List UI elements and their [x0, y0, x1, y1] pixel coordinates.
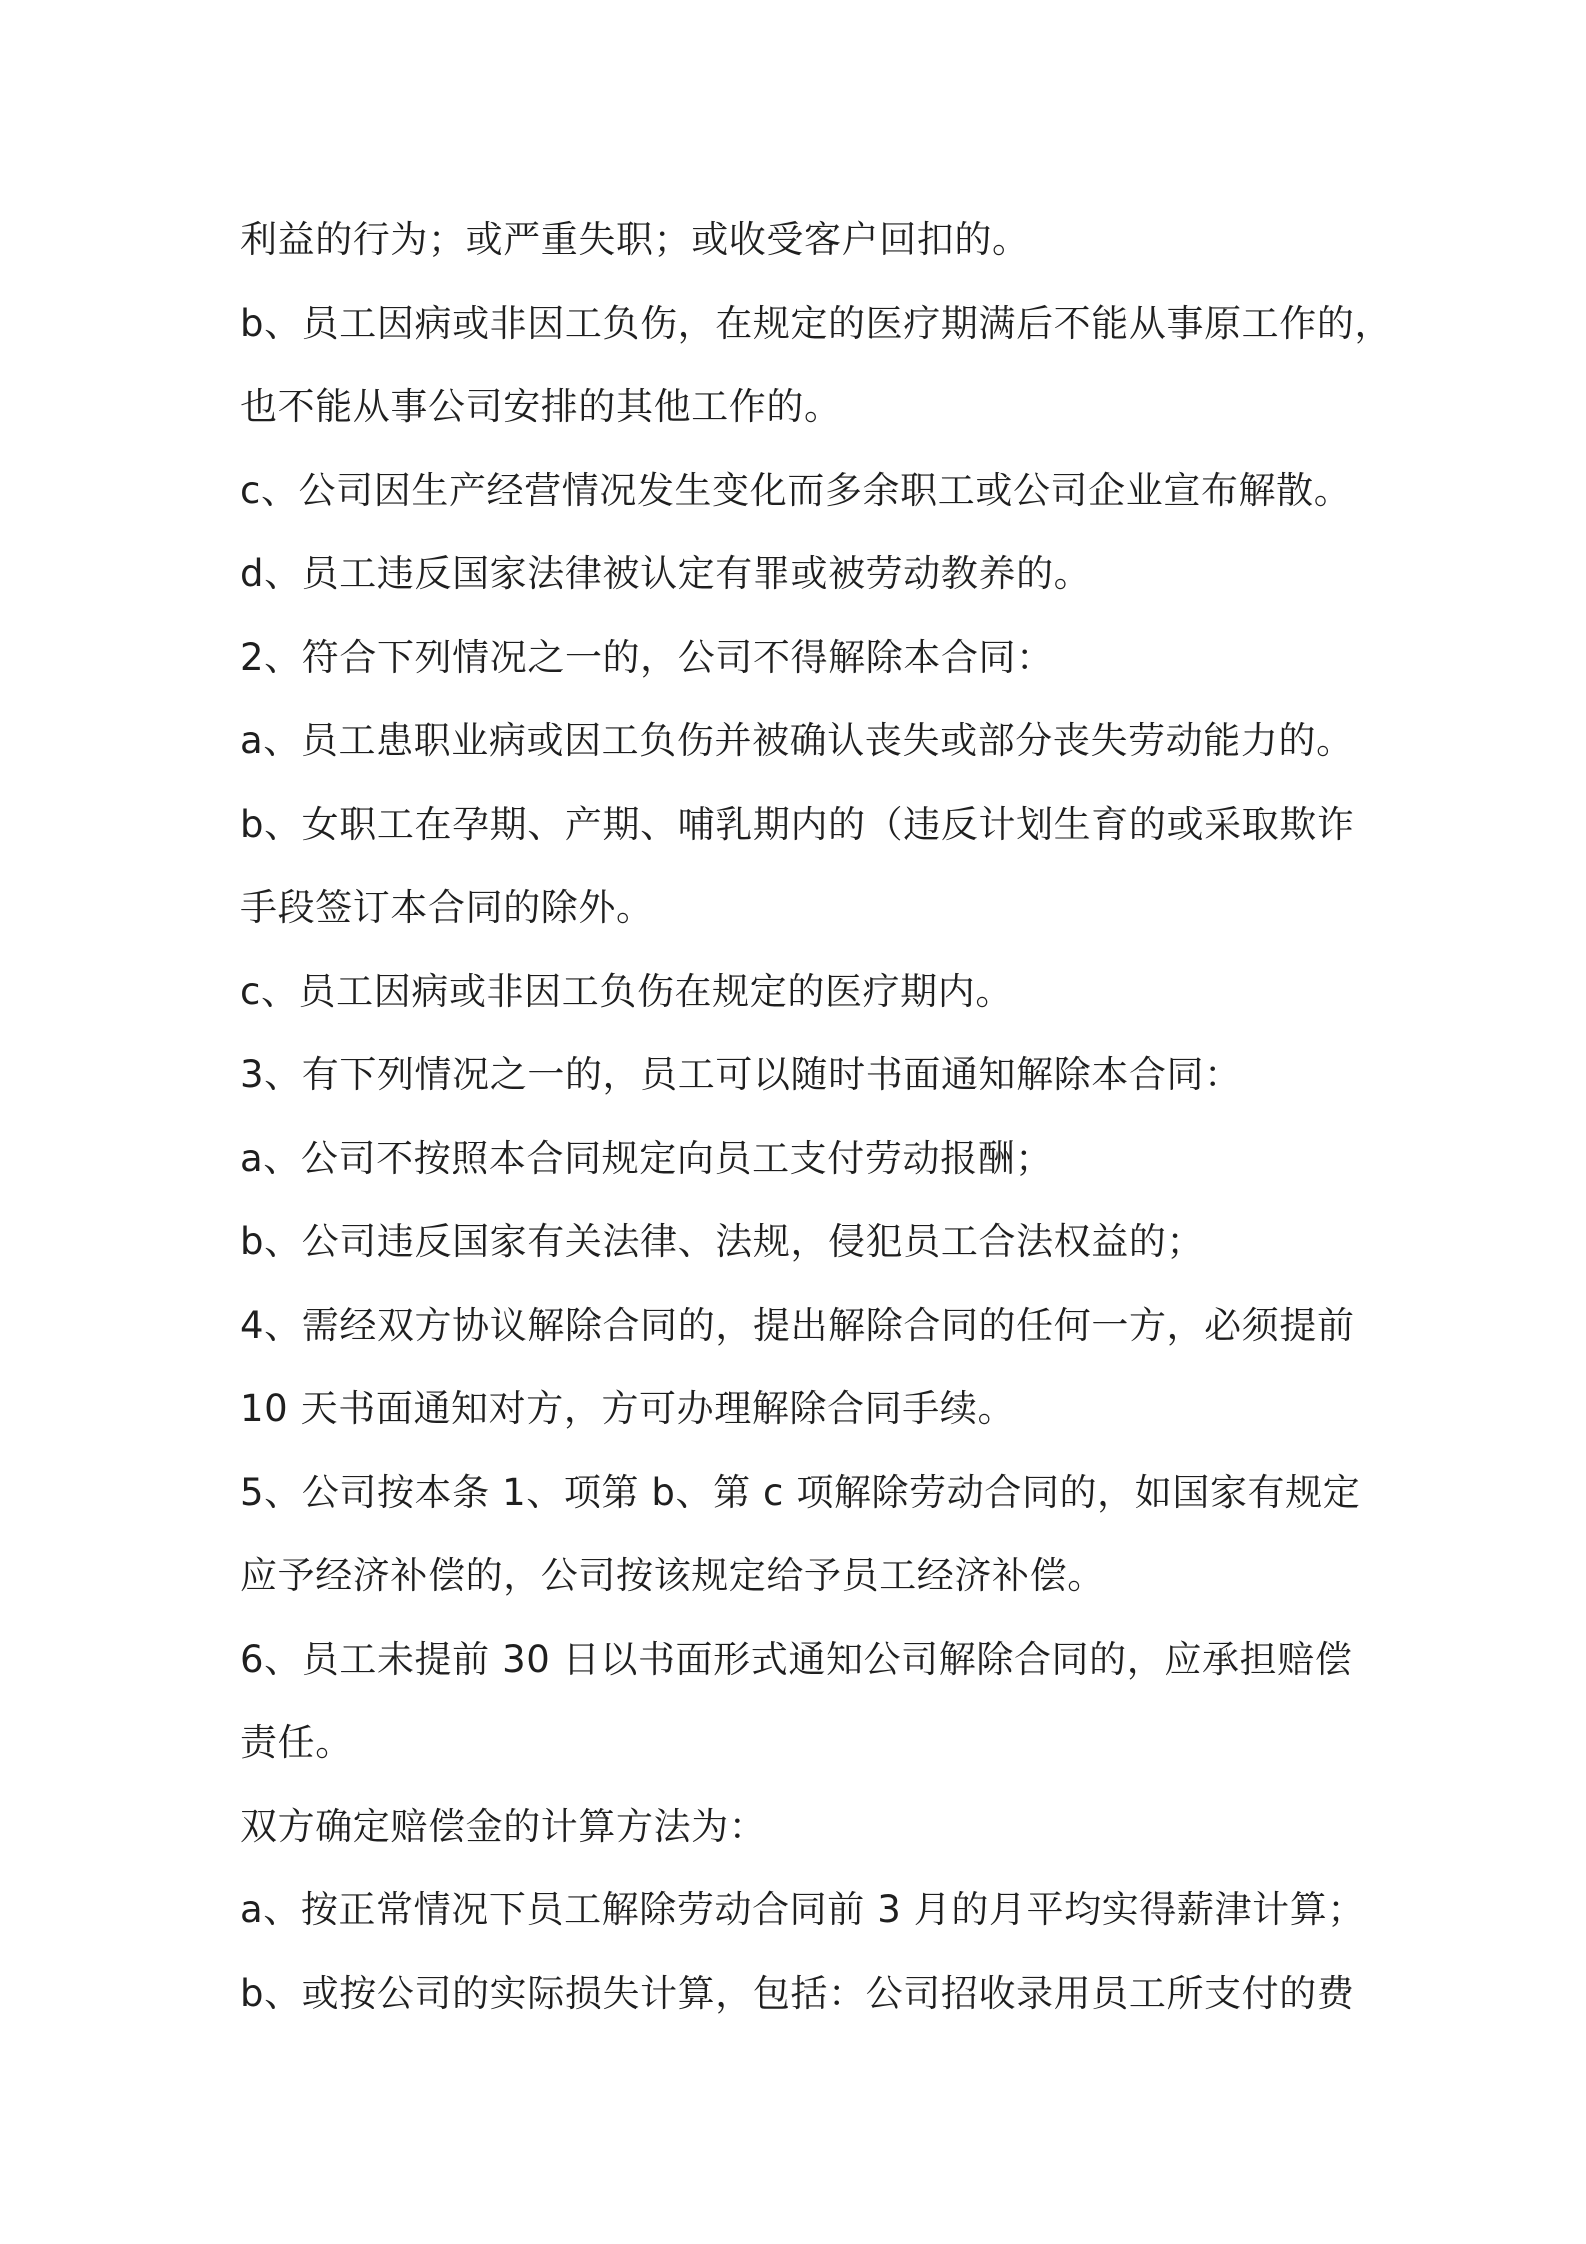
text-line: 应予经济补偿的，公司按该规定给予员工经济补偿。 — [240, 1554, 1105, 1597]
text-line: 4、需经双方协议解除合同的，提出解除合同的任何一方，必须提前 — [240, 1303, 1355, 1347]
text-line: b、公司违反国家有关法律、法规，侵犯员工合法权益的； — [240, 1220, 1205, 1263]
text-line: 3、有下列情况之一的，员工可以随时书面通知解除本合同： — [240, 1053, 1242, 1096]
text-line: 也不能从事公司安排的其他工作的。 — [240, 385, 842, 428]
text-line: 双方确定赔偿金的计算方法为： — [240, 1804, 767, 1848]
document-body — [240, 198, 1393, 2035]
text-line: c、员工因病或非因工负伤在规定的医疗期内。 — [240, 969, 1013, 1013]
text-line: a、按正常情况下员工解除劳动合同前 3 月的月平均实得薪津计算； — [240, 1888, 1365, 1931]
text-line: b、员工因病或非因工负伤，在规定的医疗期满后不能从事原工作的， — [240, 301, 1393, 345]
text-line: 手段签订本合同的除外。 — [240, 886, 654, 929]
text-line: 2、符合下列情况之一的，公司不得解除本合同： — [240, 635, 1054, 679]
text-line: a、公司不按照本合同规定向员工支付劳动报酬； — [240, 1136, 1053, 1180]
text-line: b、或按公司的实际损失计算，包括：公司招收录用员工所支付的费 — [240, 1971, 1355, 2015]
text-line: d、员工违反国家法律被认定有罪或被劳动教养的。 — [240, 552, 1092, 595]
text-line: 5、公司按本条 1、项第 b、第 c 项解除劳动合同的，如国家有规定 — [240, 1470, 1361, 1514]
text-line: 10 天书面通知对方，方可办理解除合同手续。 — [240, 1387, 1016, 1430]
text-line: c、公司因生产经营情况发生变化而多余职工或公司企业宣布解散。 — [240, 468, 1352, 512]
text-line: a、员工患职业病或因工负伤并被确认丧失或部分丧失劳动能力的。 — [240, 719, 1354, 762]
text-line: 利益的行为；或严重失职；或收受客户回扣的。 — [240, 218, 1030, 261]
text-line: 责任。 — [240, 1721, 353, 1764]
text-line: b、女职工在孕期、产期、哺乳期内的（违反计划生育的或采取欺诈 — [240, 802, 1355, 846]
text-line: 6、员工未提前 30 日以书面形式通知公司解除合同的，应承担赔偿 — [240, 1637, 1353, 1681]
